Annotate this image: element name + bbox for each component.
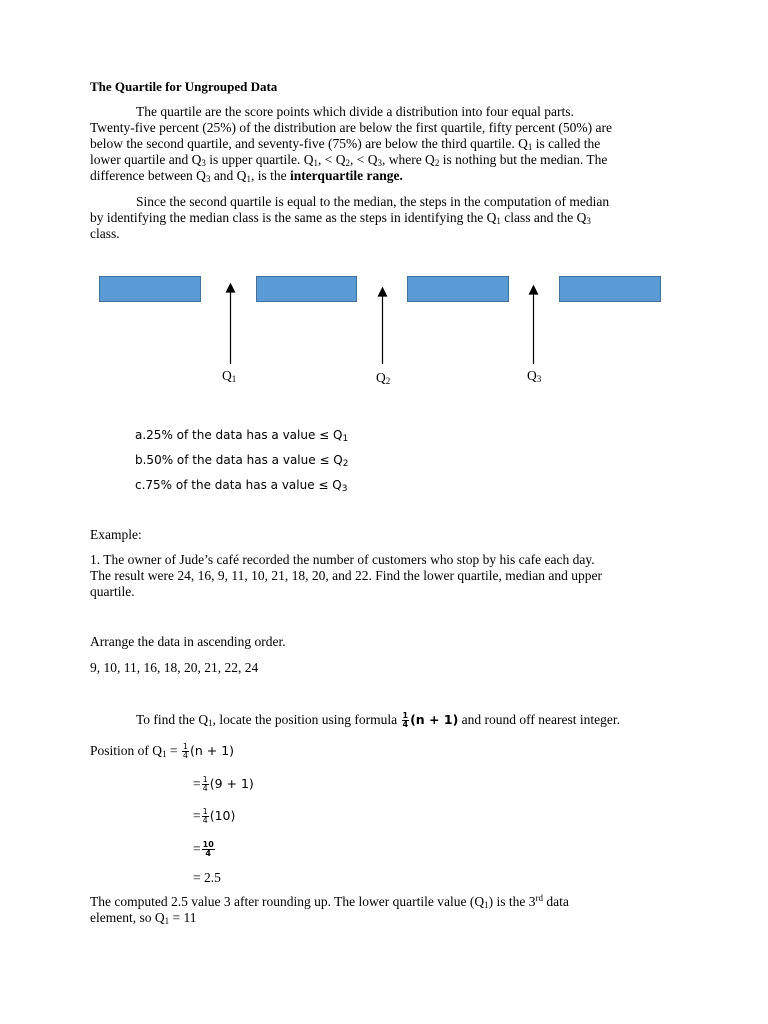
- q3-arrow-head: [530, 286, 538, 294]
- quarter-fraction: $\frac{1}{4}$: [182, 742, 188, 761]
- section-title: The Quartile for Ungrouped Data: [90, 79, 278, 94]
- q1-arrow-head: [227, 284, 235, 292]
- list-item-c: c.75% of the data has a value ≤ $Q_3$: [135, 478, 348, 494]
- second-line: class.: [90, 226, 120, 241]
- formula-lead: To find the $Q_1$, locate the position using formula $\frac{1}{4}$ (n + 1) and round off nearest integer.: [136, 711, 620, 730]
- step-5: = 2.5: [193, 870, 221, 885]
- quartile-arrows: [0, 0, 768, 400]
- arrange-heading: Arrange the data in ascending order.: [90, 634, 286, 649]
- example-heading: Example:: [90, 527, 142, 542]
- intro-line: The quartile are the score points which divide a distribution into four equal parts.: [136, 104, 574, 119]
- example-line: quartile.: [90, 584, 135, 599]
- conclusion-line: element, so $Q_1 = 11$: [90, 910, 197, 926]
- intro-line: Twenty-five percent (25%) of the distribution are below the first quartile, fifty percent (50%) are: [90, 120, 612, 135]
- sorted-data: 9, 10, 11, 16, 18, 20, 21, 22, 24: [90, 660, 259, 675]
- position-q1-label: Position of $Q_1$ = $\frac{1}{4}$ (n + 1): [90, 742, 235, 761]
- ten-quarters-fraction: $\frac{10}{4}$: [202, 840, 214, 859]
- second-line: Since the second quartile is equal to the median, the steps in the computation of median: [136, 194, 610, 209]
- q2-arrow-head: [379, 288, 387, 296]
- intro-line: below the second quartile, and seventy-five (75%) are below the third quartile. $Q_1$ is called the: [90, 136, 601, 152]
- quarter-fraction: $\frac{1}{4}$: [202, 807, 208, 826]
- list-item-b: b.50% of the data has a value ≤ $Q_2$: [135, 453, 349, 469]
- q2-label: $Q_2$: [376, 370, 391, 386]
- example-paragraph: [90, 552, 676, 600]
- list-item-a: a.25% of the data has a value ≤ $Q_1$: [135, 428, 349, 444]
- quarter-fraction: $\frac{1}{4}$: [402, 711, 409, 730]
- step-4: = $\frac{10}{4}$: [193, 840, 214, 859]
- intro-line: difference between $Q_3$ and $Q_1$, is the interquartile range.: [90, 168, 403, 184]
- step-3: = $\frac{1}{4}$ (10): [193, 807, 236, 826]
- intro-line: lower quartile and $Q_3$ is upper quartile. $Q_1$, < $Q_2$, < $Q_3$, where $Q_2$ is nothing but the median. The: [90, 152, 608, 168]
- conclusion-paragraph: [90, 894, 676, 926]
- q3-label: $Q_3$: [527, 368, 542, 384]
- interquartile-range-term: interquartile range.: [289, 168, 403, 183]
- q1-label: $Q_1$: [222, 368, 237, 384]
- conclusion-line: The computed 2.5 value 3 after rounding up. The lower quartile value $(Q_1)$ is the 3rd data: [90, 893, 569, 910]
- step-2: = $\frac{1}{4}$ (9 + 1): [193, 775, 254, 794]
- quarter-fraction: $\frac{1}{4}$: [202, 775, 208, 794]
- second-line: by identifying the median class is the same as the steps in identifying the $Q_1$ class and the $Q_3$: [90, 210, 591, 226]
- example-line: The result were 24, 16, 9, 11, 10, 21, 18, 20, and 22. Find the lower quartile, median and upper: [90, 568, 603, 583]
- example-line: 1. The owner of Jude’s café recorded the number of customers who stop by his cafe each day.: [90, 552, 595, 567]
